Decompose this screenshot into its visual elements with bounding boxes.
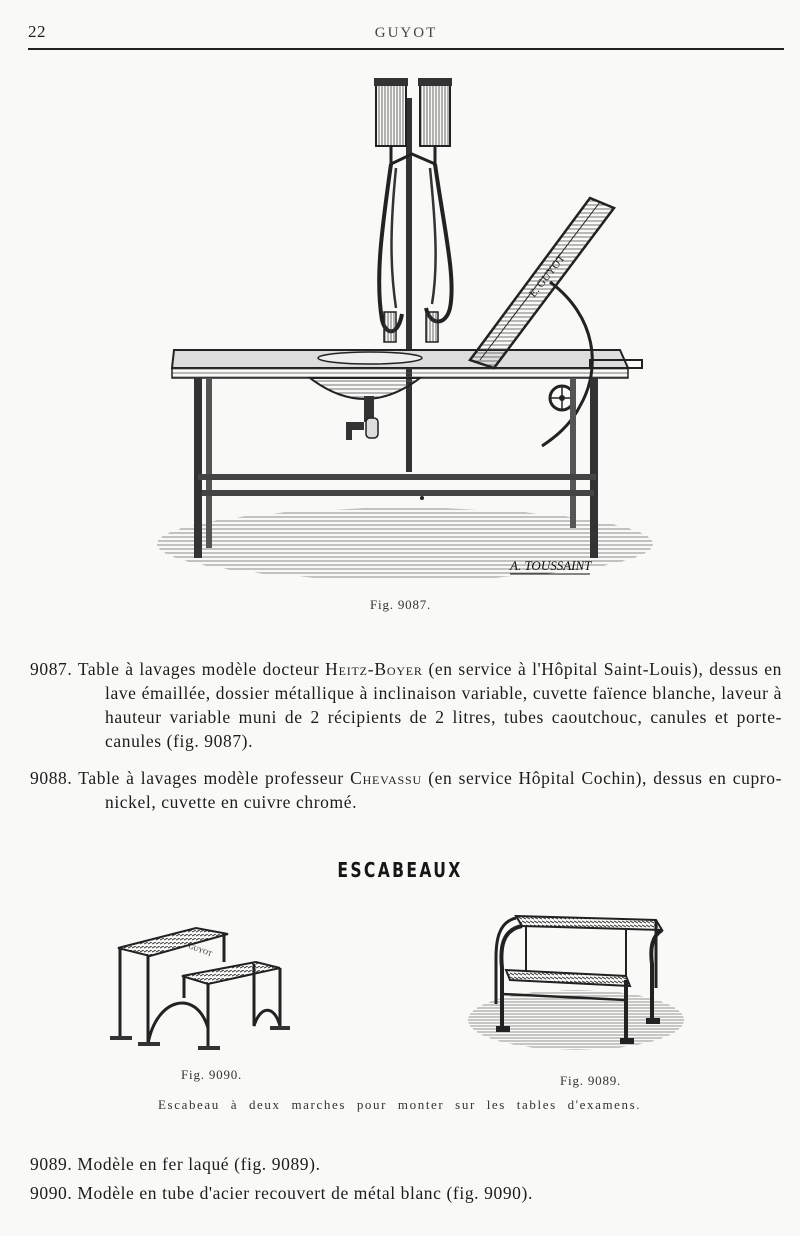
tube-step-stool-illustration	[104, 918, 294, 1054]
entry-9087-number: 9087.	[30, 659, 73, 679]
washing-table-illustration	[150, 68, 670, 588]
maker-mark-backrest: E. GUYOT	[526, 252, 568, 300]
entry-9088-number: 9088.	[30, 768, 73, 788]
stools-shared-caption: Escabeau à deux marches pour monter sur les tables d'examens.	[158, 1097, 642, 1112]
entry-9088-text-before: Table à lavages modèle professeur	[72, 768, 351, 788]
iron-step-stool-illustration	[466, 908, 696, 1058]
entry-9088-name: Chevassu	[350, 768, 422, 788]
item-9090-text: Modèle en tube d'acier recouvert de métal blanc (fig. 9090).	[72, 1183, 533, 1203]
figure-9087-washing-table	[150, 68, 670, 588]
engraver-signature: A. TOUSSAINT	[510, 558, 592, 573]
entry-9087-text-before: Table à lavages modèle docteur	[72, 659, 326, 679]
caption-fig-9090: Fig. 9090.	[181, 1067, 243, 1082]
section-heading: ESCABEAUX	[337, 858, 463, 882]
maker-mark-stool: GUYOT	[187, 942, 214, 959]
figure-9090-step-stool	[104, 918, 294, 1054]
header-rule	[28, 48, 784, 50]
entry-9087	[30, 657, 782, 753]
entry-9087-text-after: (en service à l'Hôpital Saint-Louis), dessus en lave émaillée, dossier métallique à inclinaison variable, cuvette faïence blanche, laveur à hauteur variable muni de 2 récipients de 2 litres, tubes caoutchouc, canules et porte-canules (fig. 9087).	[105, 659, 782, 751]
item-9089-text: Modèle en fer laqué (fig. 9089).	[72, 1154, 321, 1174]
page-number: 22	[28, 22, 46, 41]
caption-fig-9087: Fig. 9087.	[370, 597, 432, 612]
running-title: GUYOT	[374, 25, 438, 41]
caption-fig-9089: Fig. 9089.	[560, 1073, 622, 1088]
entry-9088	[30, 766, 782, 814]
item-9089	[30, 1154, 321, 1175]
entry-9087-name: Heitz-Boyer	[325, 659, 423, 679]
figure-9089-step-stool	[466, 908, 696, 1058]
item-9089-number: 9089.	[30, 1154, 73, 1174]
item-9090-number: 9090.	[30, 1183, 73, 1203]
entry-9088-text-after: (en service Hôpital Cochin), dessus en cupro-nickel, cuvette en cuivre chromé.	[105, 768, 782, 812]
item-9090	[30, 1183, 533, 1204]
